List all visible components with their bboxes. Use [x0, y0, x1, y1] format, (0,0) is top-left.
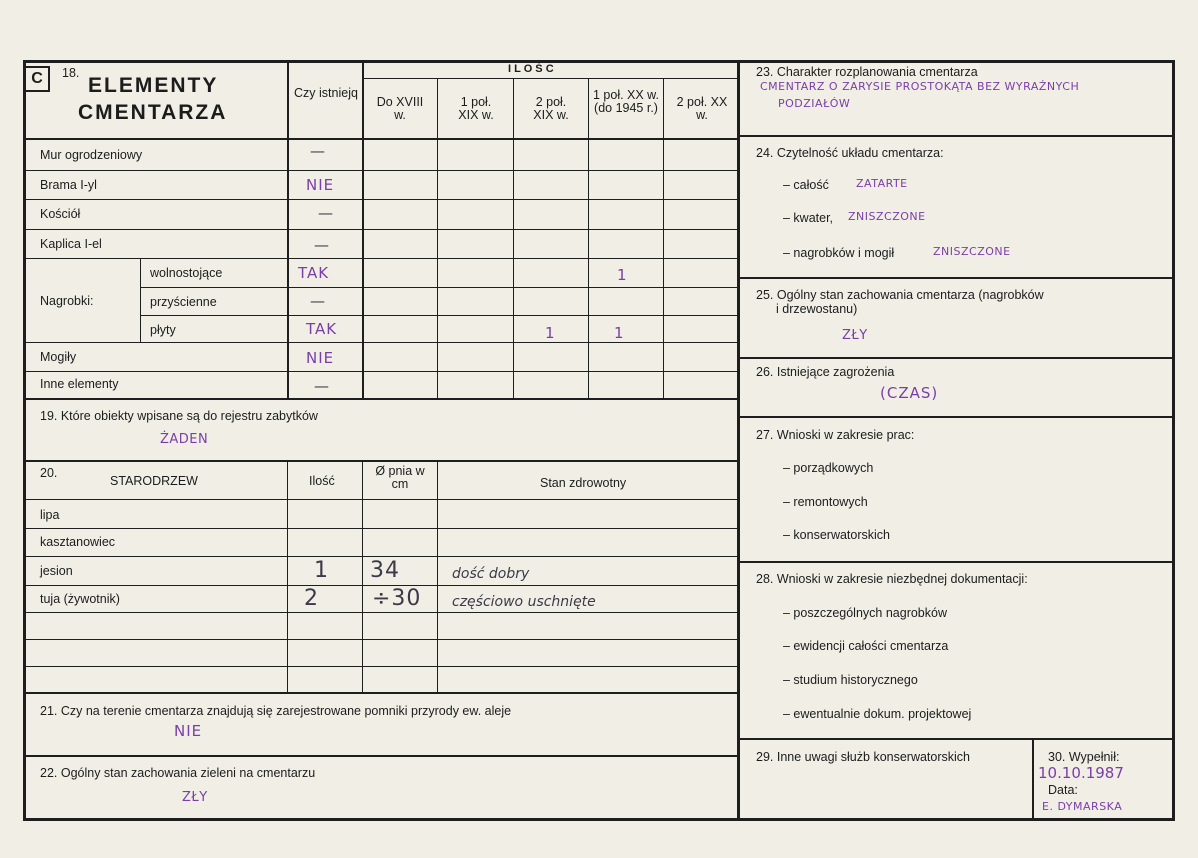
vline-q20-ilosc-left	[287, 460, 288, 692]
q21-label: 21. Czy na terenie cmentarza znajdują się zarejestrowane pomniki przyrody ew. aleje	[40, 704, 512, 718]
row-line-8	[23, 371, 738, 372]
vline-q30-left	[1032, 739, 1034, 819]
q30-label: 30. Wypełnił:	[1048, 750, 1120, 764]
tree-state-tuja: częściowo uschnięte	[452, 594, 596, 610]
frame-bottom	[23, 818, 1175, 821]
q30-date-value: 10.10.1987	[1038, 764, 1124, 782]
line-q24-bottom	[738, 277, 1174, 279]
tree-name-lipa: lipa	[40, 508, 60, 522]
q24-nagrobkow-value: ZNISZCZONE	[933, 245, 1011, 258]
q30-filled-by: E. DYMARSKA	[1042, 800, 1123, 813]
q24-calosc-label: – całość	[783, 178, 829, 192]
vline-p2	[513, 78, 514, 400]
plyty-p3: 1	[545, 324, 556, 342]
line-q26-bottom	[738, 416, 1174, 418]
row-label-plyty: płyty	[150, 323, 176, 337]
row-line-6	[140, 315, 738, 316]
q30-data-label: Data:	[1048, 783, 1078, 797]
vline-q20-stan-left	[437, 460, 438, 692]
q28-item-ewidencji: – ewidencji całości cmentarza	[783, 639, 949, 653]
center-divider	[737, 60, 740, 821]
tree-line-4	[23, 612, 738, 613]
row-line-4	[23, 258, 738, 259]
q21-answer: NIE	[174, 722, 203, 740]
frame-top	[23, 60, 1175, 63]
vline-nagrobki-sub	[140, 258, 141, 342]
q20-col-pnia: Ø pnia w cm	[375, 464, 425, 491]
vline-czy-right	[362, 60, 364, 400]
czy-mogily: NIE	[306, 349, 335, 367]
line-q20-bottom	[23, 692, 739, 694]
q27-item-konserwatorskich: – konserwatorskich	[783, 528, 890, 542]
ilosc-header: I L O Ś C	[508, 63, 554, 75]
q28-item-studium: – studium historycznego	[783, 673, 918, 687]
czy-istnieja-header: Czy istniejq	[294, 86, 358, 100]
vline-q20-pnia-left	[362, 460, 363, 692]
tree-diam-jesion: 34	[370, 558, 400, 583]
q24-calosc-value: ZATARTE	[856, 177, 908, 190]
q27-item-porzadkowych: – porządkowych	[783, 461, 874, 475]
line-q19-bottom	[23, 460, 739, 462]
tree-state-jesion: dość dobry	[452, 566, 530, 582]
row-line-5	[140, 287, 738, 288]
line-section18-bottom	[23, 398, 739, 400]
q23-label: 23. Charakter rozplanowania cmentarza	[756, 65, 978, 79]
q26-label: 26. Istniejące zagrożenia	[756, 365, 895, 379]
q22-answer: ZŁY	[182, 790, 208, 805]
line-q21-bottom	[23, 755, 739, 757]
q24-nagrobkow-label: – nagrobków i mogił	[783, 246, 895, 260]
q26-answer: (CZAS)	[880, 384, 939, 402]
line-q28-bottom	[738, 738, 1174, 740]
q29-label: 29. Inne uwagi służb konserwatorskich	[756, 750, 971, 764]
tree-name-tuja: tuja (żywotnik)	[40, 592, 120, 606]
period-header-2: 1 poł. XIX w.	[458, 95, 494, 122]
section-c-box: C	[24, 66, 50, 92]
q20-number: 20.	[40, 466, 58, 480]
czy-plyty: TAK	[306, 320, 338, 338]
vline-czy-left	[287, 60, 289, 400]
period-header-3: 2 poł. XIX w.	[533, 95, 569, 122]
q27-item-remontowych: – remontowych	[783, 495, 868, 509]
q24-kwater-value: ZNISZCZONE	[848, 210, 926, 223]
vline-p4	[663, 78, 664, 400]
section-18-title-line1: ELEMENTY	[88, 74, 219, 97]
q20-col-stan: Stan zdrowotny	[540, 476, 627, 490]
czy-mur: —	[310, 142, 326, 160]
tree-name-jesion: jesion	[40, 564, 73, 578]
frame-left	[23, 60, 26, 821]
line-q25-bottom	[738, 357, 1174, 359]
line-ilosc-sub	[362, 78, 738, 79]
tree-name-kasztanowiec: kasztanowiec	[40, 535, 116, 549]
line-header-bottom	[23, 138, 739, 140]
q22-label: 22. Ogólny stan zachowania zieleni na cmentarzu	[40, 766, 316, 780]
czy-kosciol: —	[318, 204, 334, 222]
vline-p1	[437, 78, 438, 400]
line-q23-bottom	[738, 135, 1174, 137]
tree-line-2	[23, 556, 738, 557]
q23-answer-line2: PODZIAŁÓW	[778, 97, 851, 110]
period-header-5: 2 poł. XX w.	[676, 95, 728, 122]
row-line-2	[23, 199, 738, 200]
row-label-mur: Mur ogrodzeniowy	[40, 148, 143, 162]
q23-answer-line1: CMENTARZ O ZARYSIE PROSTOKĄTA BEZ WYRAŹNYCH	[760, 80, 1080, 93]
czy-kaplica: —	[314, 236, 330, 254]
tree-line-6	[23, 666, 738, 667]
q25-label-line2: i drzewostanu)	[776, 302, 858, 316]
q28-item-nagrobkow: – poszczególnych nagrobków	[783, 606, 947, 620]
wolnostojace-p4: 1	[617, 266, 628, 284]
tree-line-5	[23, 639, 738, 640]
row-label-kosciol: Kościół	[40, 207, 81, 221]
q24-label: 24. Czytelność układu cmentarza:	[756, 146, 944, 160]
tree-line-1	[23, 528, 738, 529]
period-header-4: 1 poł. XX w. (do 1945 r.)	[592, 88, 659, 115]
row-label-brama: Brama I-yl	[40, 178, 97, 192]
czy-wolnostojace: TAK	[298, 264, 330, 282]
section-18-title-line2: CMENTARZA	[78, 101, 228, 124]
frame-right	[1172, 60, 1175, 821]
section-18-number: 18.	[62, 66, 80, 80]
plyty-p4: 1	[614, 324, 625, 342]
q28-item-projektowej: – ewentualnie dokum. projektowej	[783, 707, 972, 721]
tree-qty-jesion: 1	[314, 558, 329, 583]
row-label-inne: Inne elementy	[40, 377, 119, 391]
row-label-przyscienne: przyścienne	[150, 295, 217, 309]
row-line-3	[23, 229, 738, 230]
q24-kwater-label: – kwater,	[783, 211, 834, 225]
tree-diam-tuja: ÷30	[372, 586, 422, 611]
tree-qty-tuja: 2	[304, 586, 319, 611]
q28-label: 28. Wnioski w zakresie niezbędnej dokumentacji:	[756, 572, 1028, 586]
row-label-mogily: Mogiły	[40, 350, 77, 364]
row-line-1	[23, 170, 738, 171]
line-q27-bottom	[738, 561, 1174, 563]
czy-inne: —	[314, 377, 330, 395]
line-q20-header-bottom	[23, 499, 738, 500]
q20-col-ilosc: Ilość	[309, 474, 335, 488]
q25-answer: ZŁY	[842, 328, 868, 343]
q19-answer: ŻADEN	[160, 432, 209, 447]
q25-label-line1: 25. Ogólny stan zachowania cmentarza (nagrobków	[756, 288, 1044, 302]
vline-p3	[588, 78, 589, 400]
row-line-7	[23, 342, 738, 343]
row-label-wolnostojace: wolnostojące	[150, 266, 223, 280]
row-label-kaplica: Kaplica I-el	[40, 237, 102, 251]
q27-label: 27. Wnioski w zakresie prac:	[756, 428, 915, 442]
period-header-1: Do XVIII w.	[376, 95, 424, 122]
czy-brama: NIE	[306, 176, 335, 194]
q20-title: STARODRZEW	[110, 474, 198, 488]
row-label-nagrobki: Nagrobki:	[40, 294, 94, 308]
czy-przyscienne: —	[310, 292, 326, 310]
q19-label: 19. Które obiekty wpisane są do rejestru zabytków	[40, 409, 318, 423]
